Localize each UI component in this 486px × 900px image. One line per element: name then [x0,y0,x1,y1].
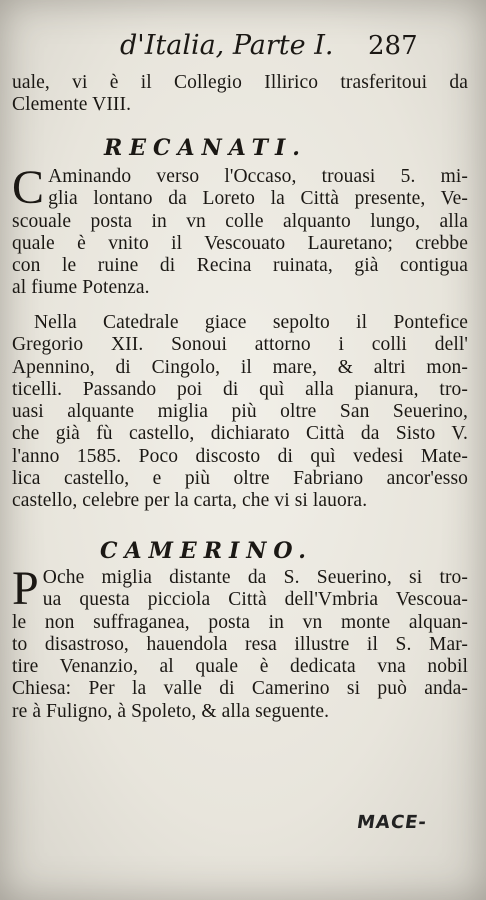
text-line: lica castello, e più oltre Fabriano ancor'esso [12,468,468,490]
catchword: MACE- [355,812,429,833]
text-line: Chiesa: Per la valle di Camerino si può anda- [12,678,468,700]
text-line: ticelli. Passando poi di quì alla pianura, tro- [12,378,468,400]
text-line: glia lontano da Loreto la Città presente, Ve- [48,188,468,210]
text-line: re à Fuligno, à Spoleto, & alla seguente. [12,700,330,722]
recanati-paragraph-2 [12,312,468,513]
text-line: Oche miglia distante da S. Seuerino, si tro- [42,567,468,588]
text-line: tire Venanzio, al quale è dedicata vna nobil [12,656,468,678]
running-title: d'Italia, Parte I. [120,30,334,61]
text-line: Aminando verso l'Occaso, trouasi 5. mi- [48,166,468,187]
text-line: to disastroso, hauendola resa illustre il S. Mar- [12,633,468,655]
section-heading-camerino: CAMERINO. [100,538,313,564]
text-line: Clemente VIII. [12,94,132,116]
text-line: che già fù castello, dichiarato Città da Sisto V. [12,423,468,445]
text-line: con le ruine di Recina ruinata, già contigua [12,255,468,277]
running-header [120,28,420,64]
drop-cap: C [12,161,45,214]
text-line: le non suffraganea, posta in vn monte alquan- [12,611,468,633]
text-line: ua questa picciola Città dell'Vmbria Vescoua- [42,589,468,611]
opening-text [12,72,468,117]
text-line: Nella Catedrale giace sepolto il Pontefice [34,312,468,333]
text-line: uale, vi è il Collegio Illirico trasferitoui da [12,72,468,93]
page-number: 287 [368,31,418,61]
recanati-paragraph-1 [12,161,468,300]
section-heading-recanati: RECANATI. [104,135,307,161]
text-line: scouale posta in vn colle alquanto lungo, alla [12,210,468,232]
text-line: l'anno 1585. Poco discosto di quì vedesi Mate- [12,445,468,467]
camerino-paragraph-1 [12,562,468,723]
text-line: quale è vnito il Vescouato Lauretano; crebbe [12,232,468,254]
text-line: Apennino, di Cingolo, il mare, & altri mon- [12,356,468,378]
text-line: al fiume Potenza. [12,277,150,299]
text-line: castello, celebre per la carta, che vi si lauora. [12,490,368,512]
text-line: Gregorio XII. Sonoui attorno i colli dell' [12,334,468,356]
drop-cap: P [12,562,39,615]
text-line: uasi alquante miglia più oltre San Seuerino, [12,401,468,423]
